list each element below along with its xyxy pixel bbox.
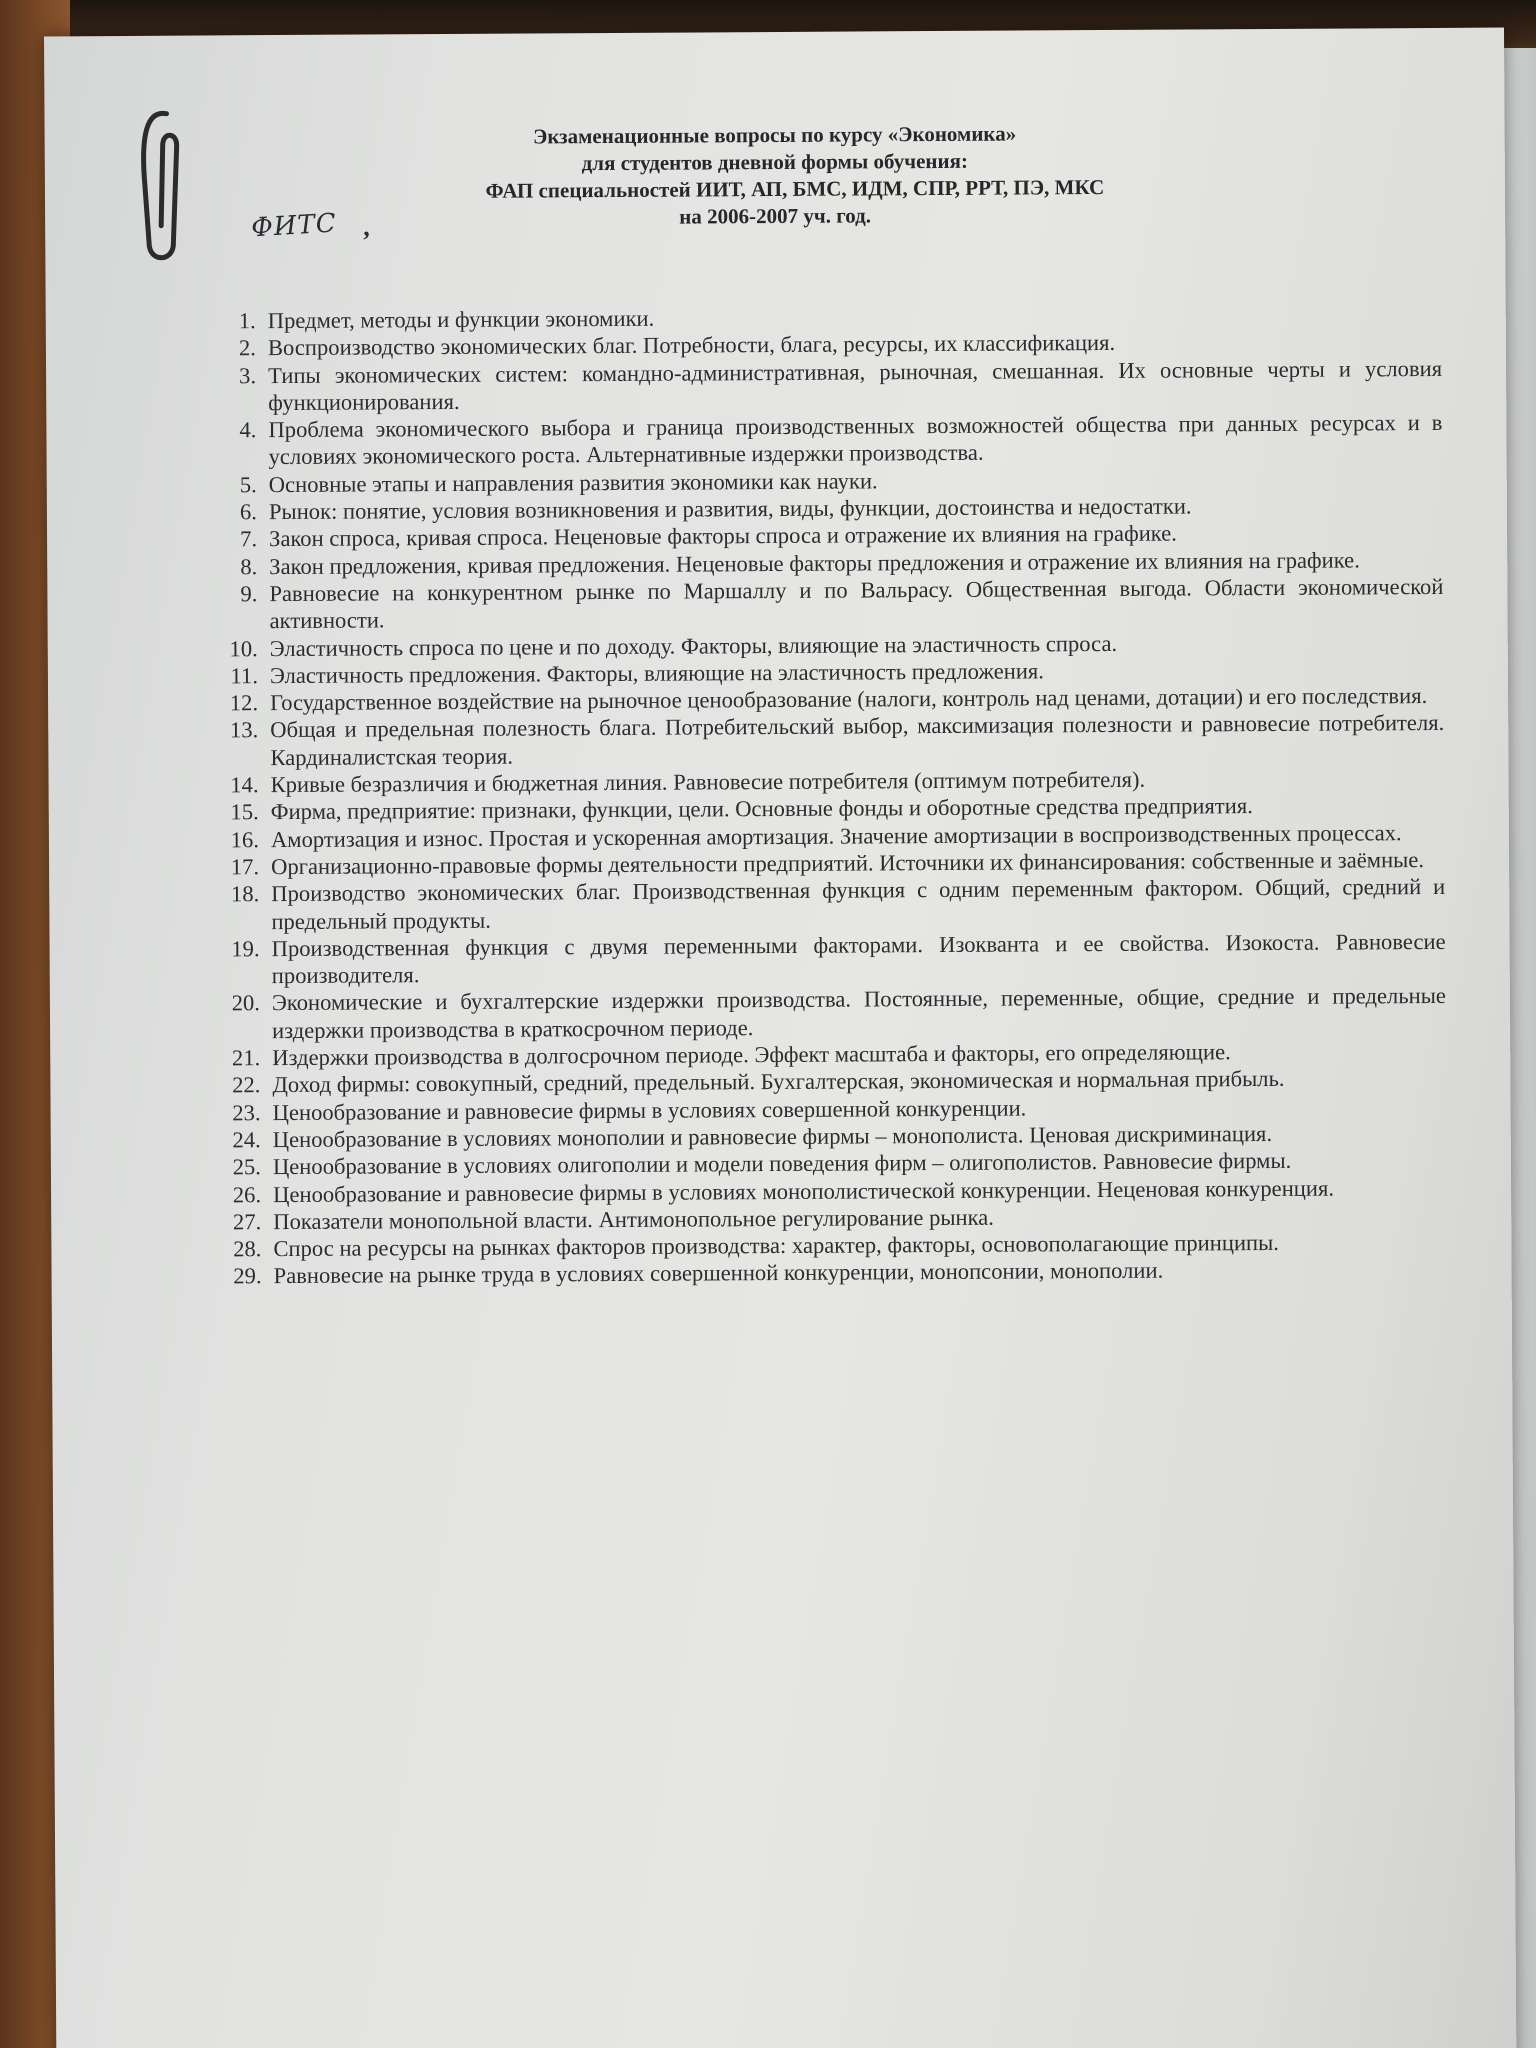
question-number: 3.: [239, 362, 257, 388]
question-number: 29.: [233, 1263, 262, 1289]
question-text: Рынок: понятие, условия возникновения и развития, виды, функции, достоинства и недостатки.: [268, 493, 1192, 525]
question-number: 7.: [240, 526, 258, 552]
question-number: 10.: [229, 635, 258, 661]
question-number: 27.: [232, 1208, 262, 1235]
question-item: [220, 928, 1446, 990]
question-number: 18.: [230, 881, 260, 907]
question-text: Ценообразование в условиях монополии и равновесие фирмы – монополиста. Ценовая дискриминация.: [272, 1120, 1273, 1152]
header-title: Экзаменационные вопросы по курсу «Экономика»: [532, 121, 1017, 149]
question-text: Фирма, предприятие: признаки, функции, цели. Основные фонды и оборотные средства предприятия.: [270, 793, 1253, 825]
question-text: Типы экономических систем: командно-административная, рыночная, смешанная. Их основные черты и условия функционирования.: [268, 355, 1443, 415]
question-number: 15.: [230, 799, 259, 825]
question-text: Воспроизводство экономических благ. Потребности, блага, ресурсы, их классификация.: [267, 330, 1116, 361]
question-item: [216, 409, 1442, 471]
question-text: Ценообразование и равновесие фирмы в условиях совершенной конкуренции.: [272, 1095, 1027, 1125]
question-item: [216, 355, 1442, 417]
header-specialties: ФАП специальностей ИИТ, АП, БМС, ИДМ, СПР, РРТ, ПЭ, МКС: [485, 174, 1105, 203]
questions-list: [216, 300, 1448, 1290]
question-text: Закон спроса, кривая спроса. Неценовые факторы спроса и отражение их влияния на графике.: [269, 520, 1177, 552]
question-text: Закон предложения, кривая предложения. Неценовые факторы предложения и отражение их влияния на графике.: [269, 547, 1360, 579]
question-number: 23.: [232, 1099, 261, 1125]
question-text: Эластичность предложения. Факторы, влияющие на эластичность предложения.: [269, 658, 1044, 688]
question-text: Основные этапы и направления развития экономики как науки.: [268, 468, 878, 497]
question-number: 8.: [240, 553, 258, 579]
question-text: Равновесие на рынке труда в условиях совершенной конкуренции, монопсонии, монополии.: [273, 1258, 1164, 1289]
question-number: 6.: [239, 499, 257, 525]
question-text: Доход фирмы: совокупный, средний, предельный. Бухгалтерская, экономическая и нормальная прибыль.: [272, 1066, 1285, 1098]
question-text: Равновесие на конкурентном рынке по Маршаллу и по Вальрасу. Общественная выгода. Области экономической активности.: [269, 573, 1444, 634]
question-text: Спрос на ресурсы на рынках факторов производства: характер, факторы, основополагающие принципы.: [273, 1230, 1279, 1262]
question-text: Амортизация и износ. Простая и ускоренная амортизация. Значение амортизации в воспроизводственных процессах.: [270, 819, 1402, 852]
header-academic-year: на 2006-2007 уч. год.: [679, 203, 872, 229]
question-text: Эластичность спроса по цене и по доходу. Факторы, влияющие на эластичность спроса.: [269, 630, 1118, 661]
question-number: 24.: [232, 1127, 261, 1153]
question-number: 28.: [233, 1236, 262, 1262]
exam-questions-sheet: [44, 28, 1516, 2048]
question-text: Общая и предельная полезность блага. Потребительский выбор, максимизация полезности и равновесие потребителя. Кардиналистская теория.: [270, 710, 1445, 770]
question-text: Показатели монопольной власти. Антимонопольное регулирование рынка.: [273, 1204, 994, 1234]
question-text: Организационно-правовые формы деятельности предприятий. Источники их финансирования: собственные и заёмные.: [271, 846, 1425, 880]
question-text: Кривые безразличия и бюджетная линия. Равновесие потребителя (оптимум потребителя).: [270, 766, 1146, 798]
question-text: Предмет, методы и функции экономики.: [267, 305, 655, 334]
question-number: 4.: [239, 417, 257, 443]
question-text: Проблема экономического выбора и граница производственных возможностей общества при данных ресурсах и в условиях экономического роста. Альтернативные издержки производства.: [268, 410, 1443, 470]
question-item: [217, 573, 1443, 635]
question-number: 25.: [232, 1154, 261, 1180]
question-number: 9.: [240, 581, 258, 607]
question-number: 1.: [238, 308, 256, 334]
question-item: [219, 873, 1445, 935]
question-text: Государственное воздействие на рыночное ценообразование (налоги, контроль над ценами, дотации) и его последствия.: [270, 683, 1428, 716]
handwritten-comma: ,: [363, 212, 370, 242]
question-text: Ценообразование в условиях олигополии и модели поведения фирм – олигополистов. Равновесие фирмы.: [272, 1148, 1292, 1180]
question-number: 11.: [230, 663, 258, 689]
question-number: 12.: [229, 690, 259, 716]
question-text: Ценообразование и равновесие фирмы в условиях монополистической конкуренции. Неценовая конкуренция.: [273, 1175, 1335, 1207]
question-number: 19.: [231, 935, 260, 962]
question-number: 17.: [230, 854, 260, 880]
question-item: [218, 709, 1444, 771]
question-text: Экономические и бухгалтерские издержки производства. Постоянные, переменные, общие, средние и предельные издержки производства в краткосрочном периоде.: [271, 983, 1446, 1043]
question-item: [220, 982, 1446, 1044]
question-text: Издержки производства в долгосрочном периоде. Эффект масштаба и факторы, его определяющие.: [272, 1039, 1231, 1071]
header-subtitle: для студентов дневной формы обучения:: [581, 148, 969, 176]
question-text: Производственная функция с двумя переменными факторами. Изокванта и ее свойства. Изокоста. Равновесие производителя.: [271, 928, 1446, 989]
question-number: 21.: [231, 1045, 261, 1071]
handwritten-faculty-note: ФИТС: [250, 208, 338, 244]
question-number: 13.: [229, 717, 259, 743]
question-number: 20.: [231, 990, 260, 1016]
question-text: Производство экономических благ. Производственная функция с одним переменным фактором. Общий, средний и предельный продукты.: [271, 874, 1446, 934]
question-number: 26.: [232, 1181, 262, 1207]
question-number: 14.: [230, 772, 259, 798]
question-number: 22.: [232, 1072, 261, 1098]
question-number: 5.: [239, 471, 257, 498]
question-number: 16.: [230, 826, 259, 852]
question-number: 2.: [238, 335, 256, 361]
